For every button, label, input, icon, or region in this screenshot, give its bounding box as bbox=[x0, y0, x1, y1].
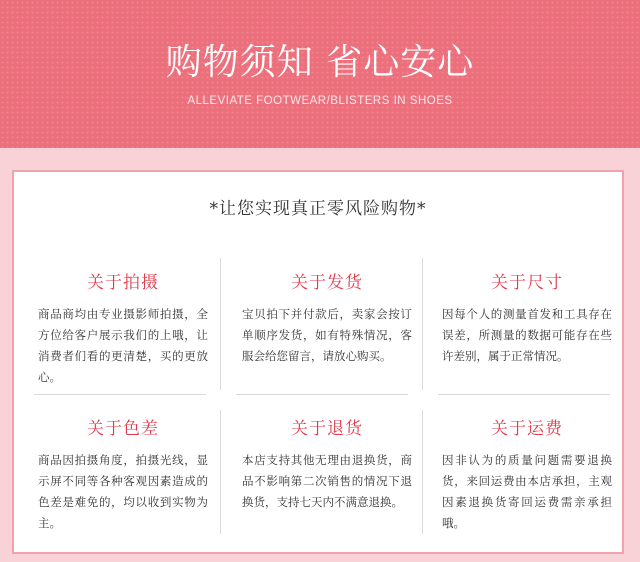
info-card-color-difference bbox=[38, 418, 208, 534]
card-body: 商品商均由专业摄影师拍摄，全方位给客户展示我们的上哦，让消费者们看的更清楚，买的更放心。 bbox=[38, 307, 208, 384]
column-divider bbox=[220, 410, 221, 534]
column-divider bbox=[422, 410, 423, 534]
row-divider bbox=[34, 394, 206, 395]
info-card-shipping bbox=[242, 272, 412, 367]
panel-heading: *让您实现真正零风险购物* bbox=[209, 199, 427, 219]
card-title: 关于退货 bbox=[291, 419, 363, 439]
card-title: 关于发货 bbox=[291, 273, 363, 293]
info-card-size bbox=[442, 272, 612, 367]
card-body: 因每个人的测量首发和工具存在误差，所测量的数据可能存在些许差别，属于正常情况。 bbox=[442, 307, 612, 363]
card-title: 关于色差 bbox=[87, 419, 159, 439]
card-title: 关于尺寸 bbox=[491, 273, 563, 293]
info-card-photography bbox=[38, 272, 208, 388]
row-divider bbox=[236, 394, 408, 395]
row-divider bbox=[438, 394, 610, 395]
info-card-returns bbox=[242, 418, 412, 513]
header-subtitle: ALLEVIATE FOOTWEAR/BLISTERS IN SHOES bbox=[187, 95, 453, 107]
column-divider bbox=[220, 258, 221, 390]
header-banner bbox=[0, 0, 640, 148]
column-divider bbox=[422, 258, 423, 390]
card-body: 商品因拍摄角度，拍摄光线，显示屏不同等各种客观因素造成的色差是难免的，均以收到实物为主。 bbox=[38, 453, 208, 530]
card-body: 宝贝拍下并付款后，卖家会按订单顺序发货，如有特殊情况，客服会给您留言，请放心购买。 bbox=[242, 307, 412, 363]
notice-panel bbox=[12, 170, 624, 554]
card-body: 本店支持其他无理由退换货，商品不影响第二次销售的情况下退换货，支持七天内不满意退换。 bbox=[242, 453, 412, 509]
card-body: 因非认为的质量问题需要退换货，来回运费由本店承担，主观因素退换货寄回运费需亲承担哦。 bbox=[442, 453, 612, 530]
card-title: 关于运费 bbox=[491, 419, 563, 439]
header-title: 购物须知 省心安心 bbox=[165, 42, 475, 83]
info-card-shipping-cost bbox=[442, 418, 612, 534]
card-title: 关于拍摄 bbox=[87, 273, 159, 293]
